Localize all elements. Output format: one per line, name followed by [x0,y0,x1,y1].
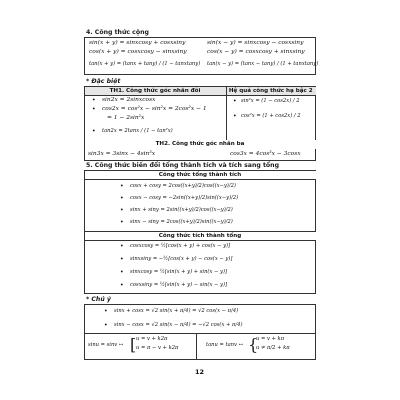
bullet-dot: • [92,128,96,135]
bullet-dot: • [120,219,124,226]
tan-diff-formula: tan(x − y) = (tanx − tany) / (1 + tanxtany) [207,61,319,67]
bullet-dot: • [92,97,96,104]
bullet-dot: • [104,308,108,315]
sum-to-product-header: Công thức tổng thành tích [85,171,316,180]
sin-diff-formula: sin(x − y) = sinxcosy − cosxsiny [207,40,304,46]
product-to-sum-header: Công thức tích thành tổng [85,232,316,241]
tan-equation: tanu = tanv ↔ [206,342,243,348]
bullet-dot: • [233,98,237,105]
sin-squared-formula: sin²x = (1 − cos2x) / 2 [241,98,300,104]
cos-sin-sum: cosxsiny = ½[sin(x + y) − sin(x − y)] [130,282,227,288]
bullet-dot: • [120,207,124,214]
bullet-dot: • [120,269,124,276]
sin-diff-product: sinx − siny = 2cos((x+y)/2)sin((x−y)/2) [130,219,233,225]
sin3x-formula: sin3x = 3sinx − 4sin³x [88,151,156,157]
cos3x-formula: cos3x = 4cos³x − 3cosx [230,151,301,157]
bullet-dot: • [120,243,124,250]
section-5-title: 5. Công thức biến đổi tổng thành tích và tích sang tổng [86,162,280,169]
sin-plus-cos-identity: sinx + cosx = √2 sin(x + π/4) = √2 cos(x − π/4) [114,308,239,314]
bullet-dot: • [120,183,124,190]
sin-sin-sum: sinxsiny = −½[cos(x + y) − cos(x − y)] [130,256,233,262]
tan-case-1: u = v + kπ [256,336,285,342]
sin-case-2: u = π − v + k2π [136,345,179,351]
cos-diff-formula: cos(x − y) = cosxcosy + sinxsiny [207,49,305,55]
sin-sum-product: sinx + siny = 2sin((x+y)/2)cos((x−y)/2) [130,207,233,213]
tan2x-formula: tan2x = 2tanx / (1 − tan²x) [102,128,173,134]
th2-header: TH2. Công thức góc nhân ba [85,140,316,149]
half-angle-header: Hệ quả công thức hạ bậc 2 [226,87,316,96]
sin2x-formula: sin2x = 2sinxcosx [102,97,156,103]
special-title: * Đặc biệt [86,78,121,85]
tan-sum-formula: tan(x + y) = (tanx + tany) / (1 − tanxtany) [89,61,201,67]
cos-cos-sum: cosxcosy = ½[cos(x + y) + cos(x − y)] [130,243,231,249]
bullet-dot: • [104,322,108,329]
cos2x-formula: cos2x = cos²x − sin²x = 2cos²x − 1 [102,106,207,112]
th1-header: TH1. Công thức góc nhân đôi [85,87,226,96]
cos-sum-formula: cos(x + y) = cosxcosy − sinxsiny [89,49,187,55]
cos-sum-product: cosx + cosy = 2cos((x+y)/2)cos((x−y)/2) [130,183,236,189]
sin-cos-sum: sinxcosy = ½[sin(x + y) + sin(x − y)] [130,269,227,275]
bullet-dot: • [233,113,237,120]
tan-case-2: u ≠ π/2 + kπ [256,345,290,351]
bullet-dot: • [120,256,124,263]
bullet-dot: • [92,106,96,113]
left-curly-brace-icon: { [248,335,259,354]
sin-equation: sinu = sinv ↔ [88,342,124,348]
note-divider [85,333,316,334]
note-vertical-divider [196,333,197,360]
cos-diff-product: cosx − cosy = −2sin((x+y)/2)sin((x−y)/2) [130,195,239,201]
sin-sum-formula: sin(x + y) = sinxcosy + cosxsiny [89,40,186,46]
bullet-dot: • [120,195,124,202]
page-number: 12 [195,368,205,376]
cos-squared-formula: cos²x = (1 + cos2x) / 2 [241,113,301,119]
note-title: * Chú ý [86,296,111,303]
special-divider [226,87,227,140]
sin-case-1: u = v + k2π [136,336,168,342]
cos2x-alt-formula: = 1 − 2sin²x [107,115,145,121]
sin-minus-cos-identity: sinx − cosx = √2 sin(x − π/4) = −√2 cos(x + π/4) [114,322,243,328]
left-brace-icon: [ [130,335,137,354]
bullet-dot: • [120,282,124,289]
section-4-title: 4. Công thức cộng [86,29,149,36]
